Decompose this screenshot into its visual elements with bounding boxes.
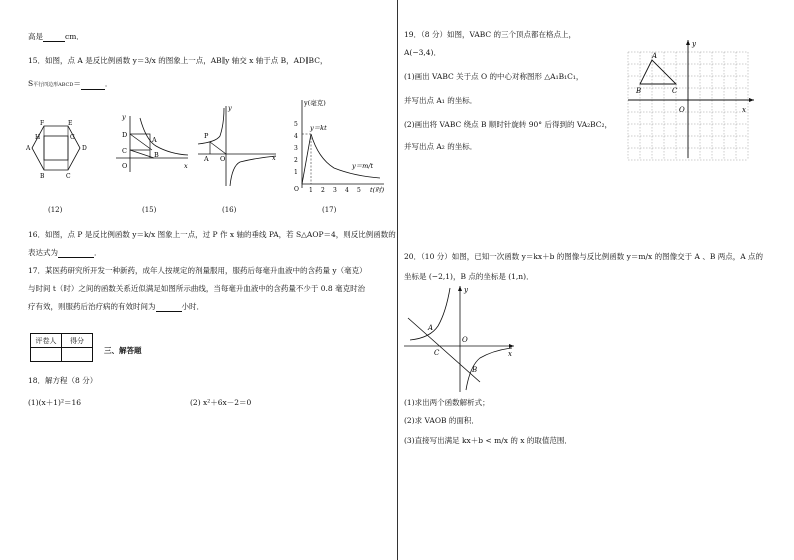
figure-17-caption: (17) <box>322 206 337 214</box>
svg-text:E: E <box>68 120 73 127</box>
svg-text:O: O <box>220 155 226 163</box>
svg-text:2: 2 <box>321 187 325 194</box>
question-18-part2: (2) x²＋6x－2＝0 <box>190 398 252 407</box>
svg-text:y＝kt: y＝kt <box>310 124 327 132</box>
svg-text:y: y <box>228 104 232 112</box>
svg-text:y＝m/t: y＝m/t <box>352 162 374 170</box>
score-header: 得分 <box>62 334 93 348</box>
q15-area: S平行四边形ABCD＝ ． <box>28 79 113 88</box>
svg-text:B: B <box>636 87 642 95</box>
svg-text:y: y <box>122 113 126 121</box>
answer-blank[interactable] <box>81 81 105 90</box>
svg-text:4: 4 <box>345 187 349 194</box>
svg-text:x: x <box>184 162 188 170</box>
svg-text:C: C <box>672 87 678 95</box>
question-19-part2b: 并写出点 A₂ 的坐标． <box>404 142 478 151</box>
svg-text:C: C <box>434 349 440 357</box>
svg-text:y: y <box>692 40 696 48</box>
figure-12-caption: (12) <box>48 206 63 214</box>
figure-19-grid <box>628 36 760 160</box>
question-17-line3: 疗有效，则服药后治疗病的有效时间为 小时． <box>28 302 204 311</box>
svg-text:y: y <box>464 286 468 294</box>
svg-text:B: B <box>40 173 45 180</box>
svg-text:A: A <box>152 136 157 144</box>
question-19-line1: 19．（8 分）如图，VABC 的三个顶点都在格点上， <box>404 30 577 39</box>
question-18: 18．解方程（8 分） <box>28 376 98 385</box>
grader-cell[interactable] <box>31 348 62 362</box>
svg-text:B: B <box>154 151 159 159</box>
svg-text:C: C <box>122 147 127 155</box>
figure-15-caption: (15) <box>142 206 157 214</box>
svg-text:2: 2 <box>294 157 298 164</box>
question-20-part3: (3)直接写出满足 kx＋b < m/x 的 x 的取值范围． <box>404 436 572 445</box>
score-cell[interactable] <box>62 348 93 362</box>
figure-15 <box>110 112 192 176</box>
question-15: 15．如图，点 A 是反比例函数 y＝3/x 的图象上一点，AB∥y 轴交 x 轴于点 B，AD∥BC， <box>28 56 328 65</box>
svg-text:H: H <box>35 134 41 141</box>
q16-answer-line: 表达式为 ． <box>28 248 102 257</box>
svg-text:y(毫克): y(毫克) <box>304 99 326 107</box>
svg-text:A: A <box>428 324 434 332</box>
question-18-part1: (1)(x＋1)²＝16 <box>28 398 82 407</box>
svg-text:D: D <box>122 131 128 139</box>
section-heading: 三、解答题 <box>104 346 142 355</box>
svg-text:x: x <box>742 106 746 114</box>
svg-text:1: 1 <box>309 187 313 194</box>
question-20-part2: (2)求 VAOB 的面积． <box>404 416 479 425</box>
svg-text:x: x <box>508 350 512 358</box>
svg-text:5: 5 <box>294 121 298 128</box>
svg-text:G: G <box>70 134 75 141</box>
figure-20 <box>404 282 518 394</box>
svg-text:3: 3 <box>333 187 337 194</box>
question-19-line2: A(−3,4)． <box>404 48 441 57</box>
question-19-part2: (2)画出将 VABC 绕点 B 顺时针旋转 90° 后得到的 VA₂BC₂， <box>404 120 613 129</box>
question-20-line1: 20．（10 分）如图，已知一次函数 y＝kx＋b 的图像与反比例函数 y＝m/x 的图像交于 A 、B 两点，A 点的 <box>404 252 764 261</box>
figure-17-drug-chart <box>284 96 388 196</box>
question-20-part1: (1)求出两个函数解析式； <box>404 398 490 407</box>
svg-text:A: A <box>26 145 31 152</box>
figure-16 <box>196 104 280 188</box>
question-20-line2: 坐标是 (−2,1)，B 点的坐标是 (1,n)． <box>404 272 534 281</box>
grader-header: 评卷人 <box>31 334 62 348</box>
svg-text:A: A <box>204 155 209 163</box>
svg-text:P: P <box>204 132 209 140</box>
figure-16-caption: (16) <box>222 206 237 214</box>
svg-text:A: A <box>652 52 658 60</box>
question-17-line2: 与时间 t（时）之间的函数关系近似满足如图所示曲线，当每毫升血液中的含药量不少于 0.8 毫克时治 <box>28 284 366 293</box>
svg-text:t(时): t(时) <box>370 186 385 194</box>
svg-text:3: 3 <box>294 145 298 152</box>
svg-text:O: O <box>122 162 128 170</box>
answer-blank[interactable] <box>43 33 65 42</box>
figure-12-hexagon <box>26 118 96 180</box>
question-19-part1b: 并写出点 A₁ 的坐标． <box>404 96 478 105</box>
svg-text:5: 5 <box>357 187 361 194</box>
question-16: 16．如图，点 P 是反比例函数 y＝k/x 图象上一点，过 P 作 x 轴的垂线 PA，若 S△AOP＝4，则反比例函数的 <box>28 230 396 239</box>
column-divider <box>397 0 398 560</box>
question-17-line1: 17．某医药研究所开发一种新药，成年人按规定的剂量服用，服药后每毫升血液中的含药量 y（毫克） <box>28 266 367 275</box>
svg-text:C: C <box>66 173 71 180</box>
answer-blank[interactable] <box>58 249 94 258</box>
score-table <box>30 333 93 362</box>
svg-text:D: D <box>82 145 87 152</box>
q14-tail: 高是 cm． <box>28 32 84 41</box>
svg-text:1: 1 <box>294 169 298 176</box>
svg-text:4: 4 <box>294 133 298 140</box>
svg-text:O: O <box>462 336 468 344</box>
svg-text:O: O <box>294 186 299 193</box>
svg-text:B: B <box>472 366 478 374</box>
svg-text:x: x <box>272 154 276 162</box>
svg-text:F: F <box>40 120 45 127</box>
question-19-part1: (1)画出 VABC 关于点 O 的中心对称图形 △A₁B₁C₁， <box>404 72 584 81</box>
answer-blank[interactable] <box>156 303 182 312</box>
svg-text:O: O <box>679 106 685 114</box>
